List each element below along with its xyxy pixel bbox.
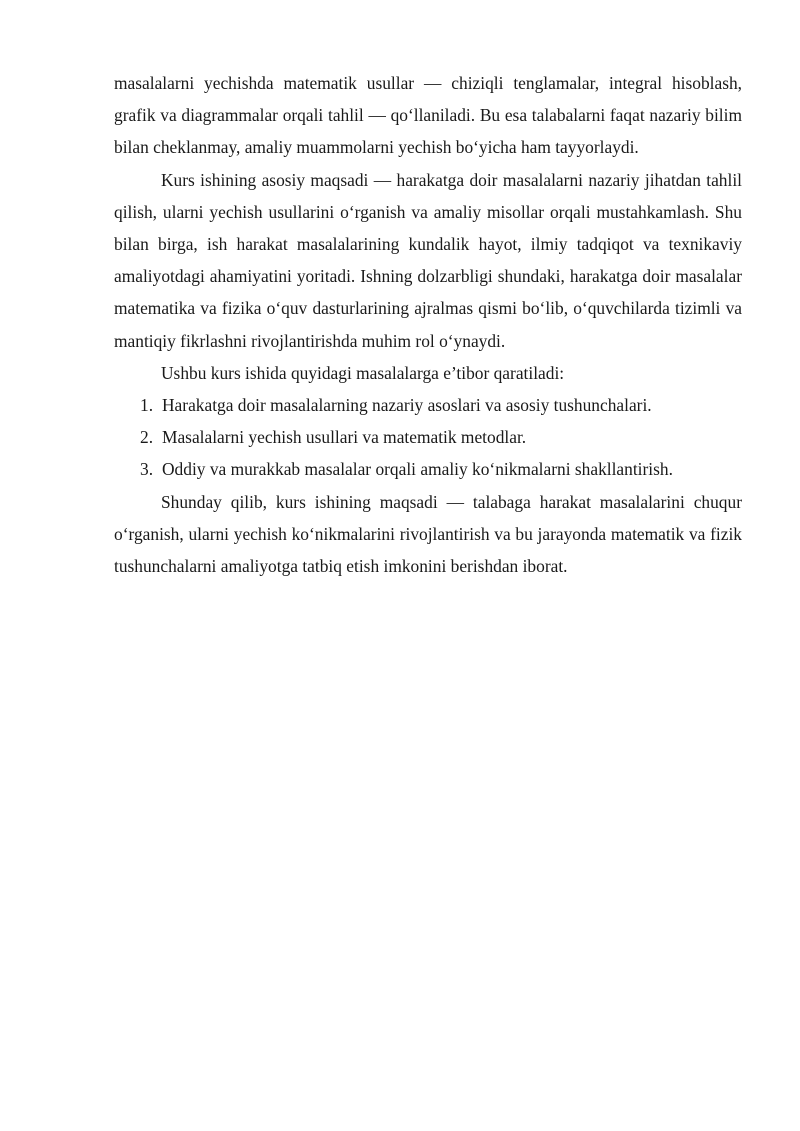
paragraph-course-goal: Kurs ishining asosiy maqsadi — harakatga doir masalalarni nazariy jihatdan tahlil qilish, ularni yechish usullarini o‘rganish va amaliy misollar orqali mustahkamlash. Shu bilan birga, ish harakat masalalarining kundalik hayot, ilmiy tadqiqot va texnikaviy amaliyotdagi ahamiyatini yoritadi. Ishning dolzarbligi shundaki, harakatga doir masalalar matematika va fizika o‘quv dasturlarining ajralmas qismi bo‘lib, o‘quvchilarda tizimli va mantiqiy fikrlashni rivojlantirishda muhim rol o‘ynaydi. bbox=[114, 169, 742, 351]
numbered-list bbox=[114, 389, 742, 486]
list-item-text: Masalalarni yechish usullari va matematik metodlar. bbox=[162, 427, 527, 448]
list-item-number: 3. bbox=[140, 459, 154, 480]
list-item-text: Oddiy va murakkab masalalar orqali amaliy ko‘nikmalarni shakllantirish. bbox=[162, 459, 673, 480]
list-item bbox=[114, 453, 742, 485]
list-item-number: 2. bbox=[140, 427, 154, 448]
document-page bbox=[114, 67, 742, 582]
list-item bbox=[114, 421, 742, 453]
paragraph-intro-continuation: masalalarni yechishda matematik usullar — chiziqli tenglamalar, integral hisoblash, grafik va diagrammalar orqali tahlil — qo‘llaniladi. Bu esa talabalarni faqat nazariy bilim bilan cheklanmay, amaliy muammolarni yechish bo‘yicha ham tayyorlaydi. bbox=[114, 73, 742, 158]
paragraph-conclusion: Shunday qilib, kurs ishining maqsadi — talabaga harakat masalalarini chuqur o‘rganish, ularni yechish ko‘nikmalarini rivojlantirish va bu jarayonda matematik va fizik tushunchalarni amaliyotga tatbiq etish imkonini berishdan iborat. bbox=[114, 491, 742, 577]
paragraph-list-intro: Ushbu kurs ishida quyidagi masalalarga e’tibor qaratiladi: bbox=[161, 362, 565, 383]
list-item bbox=[114, 389, 742, 421]
list-item-number: 1. bbox=[140, 395, 154, 416]
list-item-text: Harakatga doir masalalarning nazariy asoslari va asosiy tushunchalari. bbox=[162, 395, 652, 416]
